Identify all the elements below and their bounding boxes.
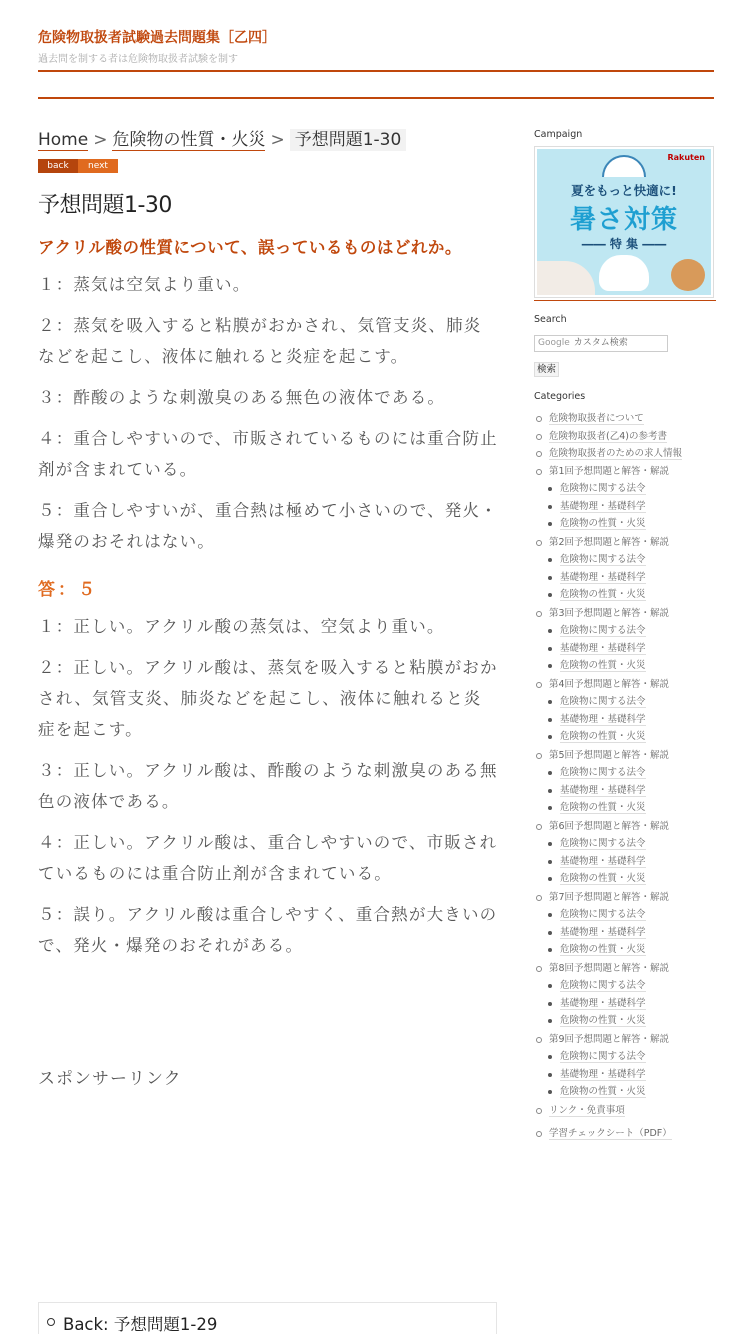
subcategory-item[interactable]: [534, 569, 716, 587]
category-item[interactable]: [534, 747, 716, 765]
subcategory-list: [534, 1048, 716, 1101]
category-label: 第7回予想問題と解答・解説: [549, 891, 670, 903]
banner-headline: 暑さ対策: [569, 205, 678, 235]
google-logo: Google: [538, 338, 570, 348]
subcategory-item[interactable]: [534, 853, 716, 871]
subcategory-list: [534, 835, 716, 888]
site-title[interactable]: 危険物取扱者試験過去問題集［乙四］: [38, 30, 276, 46]
header-divider: [38, 70, 714, 72]
subcategory-item[interactable]: [534, 870, 716, 888]
nav-divider: [38, 97, 714, 99]
category-label: 第6回予想問題と解答・解説: [549, 820, 670, 832]
subcategory-label: 危険物に関する法令: [560, 1051, 646, 1062]
subcategory-label: 危険物に関する法令: [560, 767, 646, 778]
category-item[interactable]: [534, 534, 716, 552]
subcategory-label: 危険物の性質・火災: [560, 944, 646, 955]
subcategory-item[interactable]: [534, 657, 716, 675]
option-list: [38, 269, 498, 557]
subcategory-item[interactable]: [534, 1048, 716, 1066]
bear-icon: [599, 255, 649, 291]
subcategory-label: 危険物の性質・火災: [560, 660, 646, 671]
category-label: 第5回予想問題と解答・解説: [549, 749, 670, 761]
subcategory-item[interactable]: [534, 764, 716, 782]
category-label: 第1回予想問題と解答・解説: [549, 465, 670, 477]
list-item: ５：重合しやすいが、重合熱は極めて小さいので、発火・爆発のおそれはない。: [38, 501, 498, 551]
subcategory-item[interactable]: [534, 782, 716, 800]
category-item[interactable]: [534, 889, 716, 907]
subcategory-label: 危険物の性質・火災: [560, 731, 646, 742]
subcategory-label: 危険物の性質・火災: [560, 1086, 646, 1097]
back-prefix: Back:: [63, 1315, 109, 1334]
subcategory-label: 基礎物理・基礎科学: [560, 571, 646, 583]
subcategory-item[interactable]: [534, 924, 716, 942]
subcategory-label: 基礎物理・基礎科学: [560, 926, 646, 938]
list-item: ４：正しい。アクリル酸は、重合しやすいので、市販されているものには重合防止剤が含まれている。: [38, 833, 498, 883]
category-label: 第8回予想問題と解答・解説: [549, 962, 670, 974]
subcategory-label: 危険物に関する法令: [560, 483, 646, 494]
subcategory-label: 基礎物理・基礎科学: [560, 784, 646, 796]
category-item[interactable]: [534, 463, 716, 481]
subcategory-list: [534, 906, 716, 959]
search-title: Search: [534, 314, 567, 325]
subcategory-item[interactable]: [534, 693, 716, 711]
question-text: アクリル酸の性質について、誤っているものはどれか。: [38, 238, 462, 257]
banner-image[interactable]: [537, 149, 711, 295]
category-item[interactable]: [534, 428, 716, 446]
subcategory-label: 危険物に関する法令: [560, 625, 646, 636]
category-list: [534, 410, 716, 1143]
subcategory-label: 基礎物理・基礎科学: [560, 642, 646, 654]
breadcrumb-separator: >: [93, 130, 108, 150]
subcategory-item[interactable]: [534, 1066, 716, 1084]
subcategory-label: 危険物に関する法令: [560, 909, 646, 920]
post-navigation: [38, 1302, 497, 1334]
list-item: １：蒸気は空気より重い。: [38, 275, 251, 294]
list-item: ２：蒸気を吸入すると粘膜がおかされ、気管支炎、肺炎などを起こし、液体に触れると炎症を起こす。: [38, 316, 482, 366]
subcategory-list: [534, 977, 716, 1030]
subcategory-item[interactable]: [534, 977, 716, 995]
subcategory-item[interactable]: [534, 799, 716, 817]
site-tagline: 過去問を制する者は危険物取扱者試験を制す: [38, 54, 238, 65]
subcategory-item[interactable]: [534, 941, 716, 959]
category-item[interactable]: [534, 410, 716, 428]
search-input[interactable]: [534, 335, 668, 352]
category-label: 危険物取扱者(乙4)の参考書: [549, 430, 667, 442]
category-label: 第3回予想問題と解答・解説: [549, 607, 670, 619]
subcategory-list: [534, 551, 716, 604]
campaign-title: Campaign: [534, 129, 583, 140]
banner-brand: Rakuten: [667, 153, 705, 162]
subcategory-label: 危険物の性質・火災: [560, 518, 646, 529]
subcategory-item[interactable]: [534, 1012, 716, 1030]
breadcrumb-home[interactable]: Home: [38, 130, 89, 150]
category-item[interactable]: [534, 1102, 716, 1120]
campaign-divider: [534, 300, 716, 301]
subcategory-item[interactable]: [534, 551, 716, 569]
category-item[interactable]: [534, 605, 716, 623]
category-label: 第9回予想問題と解答・解説: [549, 1033, 670, 1045]
list-item: ５：誤り。アクリル酸は重合しやすく、重合熱が大きいので、発火・爆発のおそれがある。: [38, 905, 498, 955]
subcategory-item[interactable]: [534, 711, 716, 729]
back-link[interactable]: 予想問題1-29: [113, 1315, 218, 1334]
breadcrumb-separator: >: [270, 130, 285, 150]
page-title: 予想問題1-30: [38, 193, 172, 218]
category-label: 危険物取扱者のための求人情報: [549, 448, 683, 459]
pillow-illustration: [537, 261, 595, 295]
explanation-list: [38, 611, 498, 961]
bullet-icon: [47, 1318, 55, 1326]
banner-tag: ―― 特 集 ――: [581, 237, 667, 251]
category-item[interactable]: [534, 1125, 716, 1143]
dog-illustration: [671, 259, 705, 291]
breadcrumb-current: 予想問題1-30: [290, 129, 407, 151]
subcategory-item[interactable]: [534, 515, 716, 533]
breadcrumb-category[interactable]: 危険物の性質・火災: [112, 130, 266, 150]
banner-subtitle: 夏をもっと快適に!: [571, 183, 677, 198]
category-item[interactable]: [534, 818, 716, 836]
category-label: 第4回予想問題と解答・解説: [549, 678, 670, 690]
subcategory-label: 危険物の性質・火災: [560, 1015, 646, 1026]
subcategory-list: [534, 622, 716, 675]
subcategory-label: 危険物に関する法令: [560, 554, 646, 565]
subcategory-item[interactable]: [534, 728, 716, 746]
list-item: ３：正しい。アクリル酸は、酢酸のような刺激臭のある無色の液体である。: [38, 761, 498, 811]
subcategory-item[interactable]: [534, 622, 716, 640]
subcategory-label: 基礎物理・基礎科学: [560, 855, 646, 867]
campaign-banner[interactable]: [534, 146, 714, 298]
breadcrumb: [38, 128, 498, 152]
subcategory-item[interactable]: [534, 480, 716, 498]
list-item: １：正しい。アクリル酸の蒸気は、空気より重い。: [38, 617, 445, 636]
category-label: 危険物取扱者について: [549, 413, 644, 424]
category-item[interactable]: [534, 676, 716, 694]
subcategory-label: 基礎物理・基礎科学: [560, 1068, 646, 1080]
subcategory-item[interactable]: [534, 498, 716, 516]
categories-title: Categories: [534, 391, 586, 402]
subcategory-label: 基礎物理・基礎科学: [560, 997, 646, 1009]
subcategory-list: [534, 764, 716, 817]
search-placeholder: カスタム検索: [573, 338, 628, 348]
subcategory-label: 危険物に関する法令: [560, 980, 646, 991]
category-item[interactable]: [534, 1031, 716, 1049]
subcategory-item[interactable]: [534, 1083, 716, 1101]
subcategory-list: [534, 693, 716, 746]
subcategory-item[interactable]: [534, 640, 716, 658]
main-content: [38, 128, 498, 971]
category-label: 第2回予想問題と解答・解説: [549, 536, 670, 548]
subcategory-item[interactable]: [534, 995, 716, 1013]
back-button[interactable]: back: [38, 159, 78, 173]
subcategory-label: 危険物の性質・火災: [560, 802, 646, 813]
sun-icon: [602, 155, 646, 177]
category-label: 学習チェックシート（PDF）: [549, 1128, 672, 1139]
subcategory-list: [534, 480, 716, 533]
subcategory-label: 危険物に関する法令: [560, 696, 646, 707]
subcategory-item[interactable]: [534, 835, 716, 853]
list-item: ３：酢酸のような刺激臭のある無色の液体である。: [38, 388, 446, 407]
sponsor-label: スポンサーリンク: [38, 1069, 182, 1089]
sidebar: [534, 128, 716, 1143]
search-button[interactable]: 検索: [534, 362, 559, 377]
subcategory-item[interactable]: [534, 906, 716, 924]
category-item[interactable]: [534, 960, 716, 978]
answer-label: 答：５: [38, 580, 98, 600]
pager: [38, 159, 498, 173]
category-item[interactable]: [534, 445, 716, 463]
subcategory-label: 基礎物理・基礎科学: [560, 713, 646, 725]
subcategory-label: 危険物の性質・火災: [560, 873, 646, 884]
subcategory-label: 基礎物理・基礎科学: [560, 500, 646, 512]
list-item: ２：正しい。アクリル酸は、蒸気を吸入すると粘膜がおかされ、気管支炎、肺炎などを起こし、液体に触れると炎症を起こす。: [38, 658, 498, 739]
next-button[interactable]: next: [78, 159, 118, 173]
subcategory-label: 危険物に関する法令: [560, 838, 646, 849]
subcategory-item[interactable]: [534, 586, 716, 604]
subcategory-label: 危険物の性質・火災: [560, 589, 646, 600]
list-item: ４：重合しやすいので、市販されているものには重合防止剤が含まれている。: [38, 429, 498, 479]
category-label: リンク・免責事項: [549, 1104, 625, 1116]
